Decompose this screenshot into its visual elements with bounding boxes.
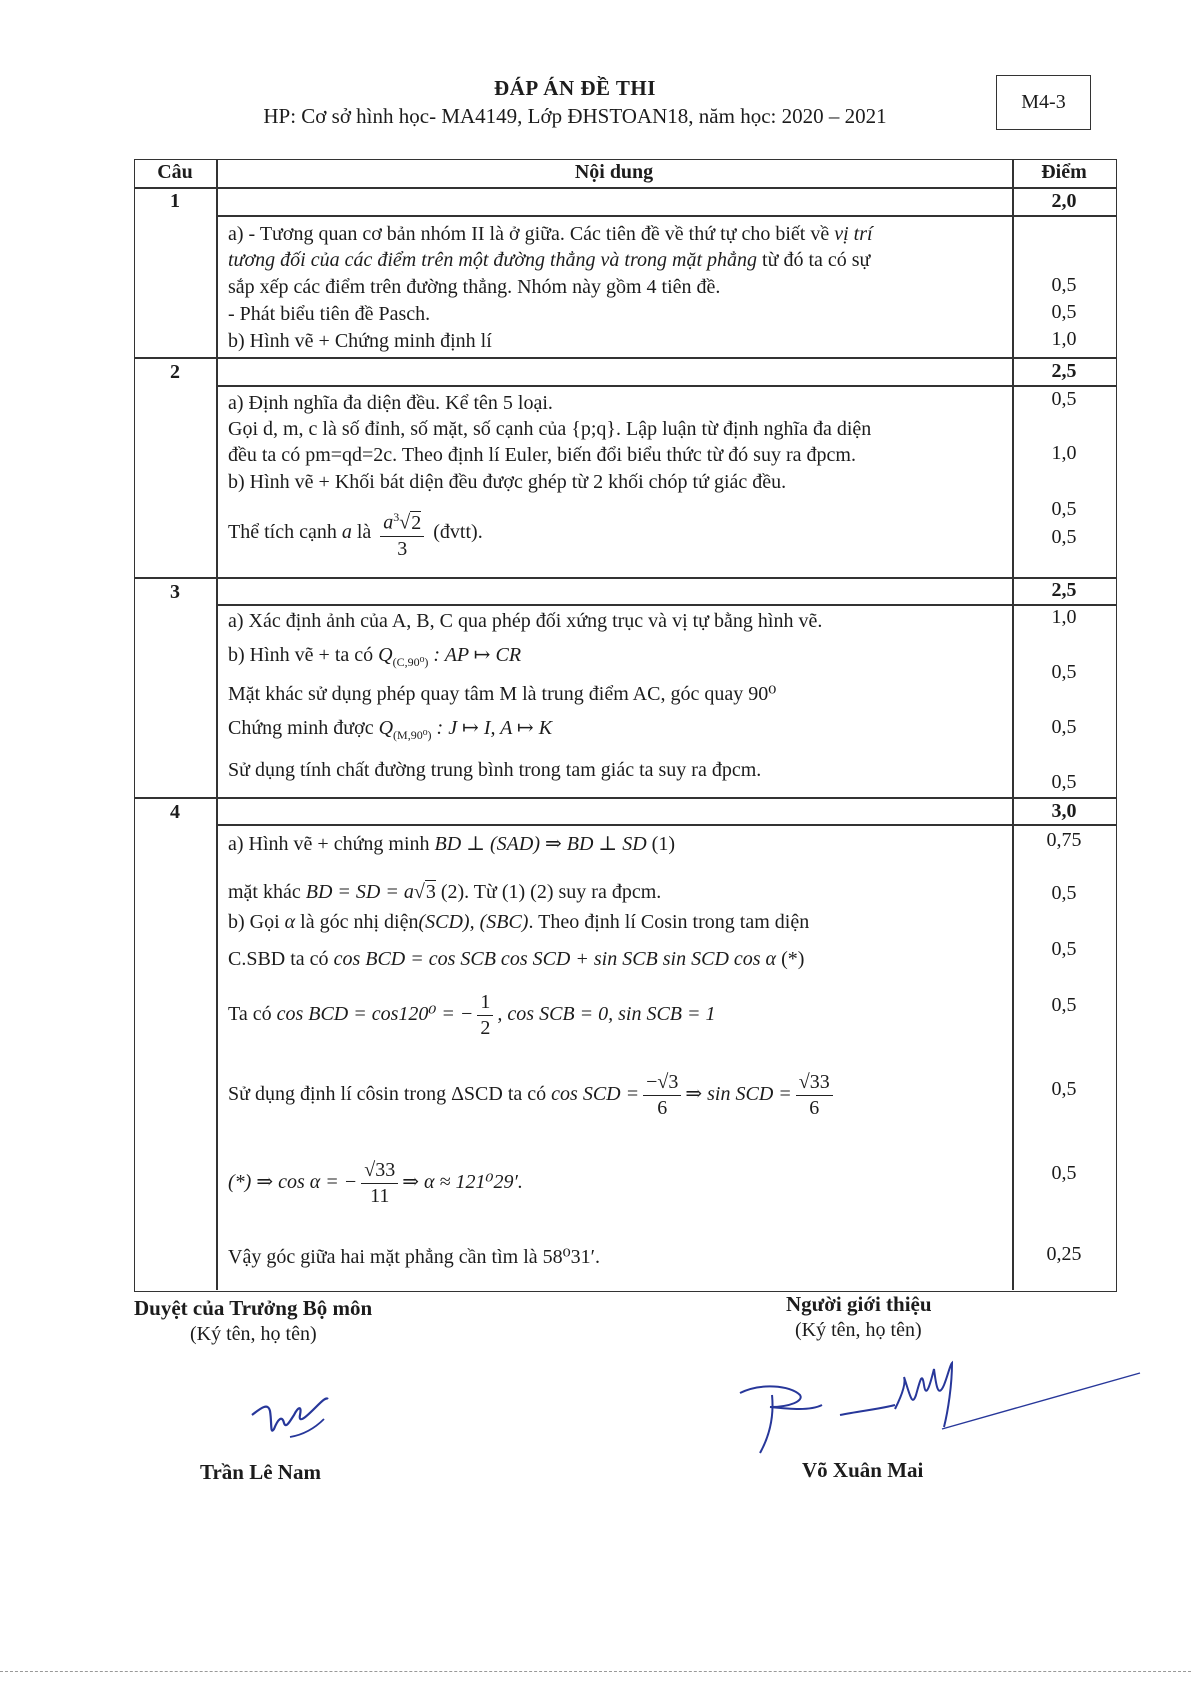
approver-title: Duyệt của Trưởng Bộ môn: [134, 1296, 373, 1320]
score-value: 0,5: [1051, 994, 1077, 1016]
page-title: ĐÁP ÁN ĐỀ THI: [494, 76, 656, 100]
question-number: 3: [170, 581, 180, 603]
presenter-signature: [730, 1355, 1150, 1465]
score-value: 0,5: [1051, 1162, 1077, 1184]
question-total-score: 2,5: [1051, 360, 1077, 382]
question-number: 4: [170, 801, 180, 823]
score-value: 0,5: [1051, 498, 1077, 520]
table-divider: [134, 357, 1116, 359]
answer-line: C.SBD ta có cos BCD = cos SCB cos SCD + sin SCB sin SCD cos α (*): [228, 948, 805, 970]
score-value: 0,5: [1051, 938, 1077, 960]
exam-code: M4-3: [1021, 91, 1066, 113]
answer-line: b) Hình vẽ + Khối bát diện đều được ghép từ 2 khối chóp tứ giác đều.: [228, 471, 787, 493]
answer-line: Gọi d, m, c là số đỉnh, số mặt, số cạnh của {p;q}. Lập luận từ định nghĩa đa diện: [228, 418, 872, 440]
table-divider: [216, 159, 218, 1290]
table-divider: [216, 385, 1116, 387]
presenter-name: Võ Xuân Mai: [802, 1458, 924, 1482]
answer-line: a) Hình vẽ + chứng minh BD ⊥ (SAD) ⇒ BD ⊥ SD (1): [228, 833, 675, 855]
column-header-content: Nội dung: [574, 161, 654, 183]
answer-line: Sử dụng tính chất đường trung bình trong tam giác ta suy ra đpcm.: [228, 759, 762, 781]
score-value: 0,5: [1051, 716, 1077, 738]
table-divider: [216, 604, 1116, 606]
answer-line: a) - Tương quan cơ bản nhóm II là ở giữa. Các tiên đề về thứ tự cho biết về vị trí: [228, 223, 873, 245]
answer-line: mặt khác BD = SD = a√3 (2). Từ (1) (2) suy ra đpcm.: [228, 881, 662, 903]
answer-line: b) Hình vẽ + ta có $Q_{(C,90^0)}$ : AP ↦ CR: [228, 644, 522, 669]
answer-line: sắp xếp các điểm trên đường thẳng. Nhóm này gồm 4 tiên đề.: [228, 276, 721, 298]
volume-fraction: $\frac{a^3√2}{3}$: [380, 505, 424, 562]
presenter-title: Người giới thiệu: [786, 1292, 932, 1316]
approver-note: (Ký tên, họ tên): [190, 1323, 317, 1345]
score-value: 0,5: [1051, 882, 1077, 904]
answer-line: b) Hình vẽ + Chứng minh định lí: [228, 330, 492, 352]
answer-line: Mặt khác sử dụng phép quay tâm M là trung điểm AC, góc quay 90⁰: [228, 683, 777, 705]
answer-line: Ta có cos BCD = cos120⁰ = − $\frac{1}{2}$ , cos SCB = 0, sin SCB = 1: [228, 991, 716, 1039]
table-divider: [216, 215, 1116, 217]
approver-name: Trần Lê Nam: [200, 1460, 321, 1484]
score-value: 1,0: [1051, 606, 1077, 628]
score-value: 0,5: [1051, 661, 1077, 683]
question-number: 1: [170, 190, 180, 212]
answer-line: Vậy góc giữa hai mặt phẳng cần tìm là 58⁰31′.: [228, 1246, 601, 1268]
answer-line: a) Định nghĩa đa diện đều. Kể tên 5 loại.: [228, 392, 553, 414]
score-value: 1,0: [1051, 328, 1077, 350]
score-value: 0,75: [1046, 829, 1082, 851]
table-divider: [134, 187, 1116, 189]
score-value: 0,5: [1051, 388, 1077, 410]
table-divider: [134, 577, 1116, 579]
column-header-score: Điểm: [1041, 161, 1087, 183]
answer-line: - Phát biểu tiên đề Pasch.: [228, 303, 431, 325]
course-subtitle: HP: Cơ sở hình học- MA4149, Lớp ĐHSTOAN18, năm học: 2020 – 2021: [263, 104, 887, 128]
approver-signature: [240, 1385, 340, 1445]
answer-line: đều ta có pm=qd=2c. Theo định lí Euler, biến đổi biểu thức từ đó suy ra đpcm.: [228, 444, 856, 466]
score-value: 0,5: [1051, 301, 1077, 323]
answer-line: Sử dụng định lí côsin trong ΔSCD ta có cos SCD = $\frac{-√3}{6}$ ⇒ sin SCD = $\frac{√33}{6}$: [228, 1070, 837, 1121]
exam-code-box: [996, 75, 1091, 130]
table-divider: [134, 797, 1116, 799]
score-value: 1,0: [1051, 442, 1077, 464]
answer-line: b) Gọi α là góc nhị diện(SCD), (SBC). Theo định lí Cosin trong tam diện: [228, 911, 810, 933]
page-edge-line: [0, 1671, 1191, 1672]
score-value: 0,5: [1051, 771, 1077, 793]
answer-line: (*) ⇒ cos α = − $\frac{√33}{11}$ ⇒ α ≈ 121⁰29′.: [228, 1159, 523, 1207]
answer-line-volume: Thể tích cạnh a là $\frac{a^3√2}{3}$ (đvtt).: [228, 505, 483, 562]
presenter-note: (Ký tên, họ tên): [795, 1319, 922, 1341]
answer-line: a) Xác định ảnh của A, B, C qua phép đối xứng trục và vị tự bằng hình vẽ.: [228, 610, 823, 632]
score-value: 0,5: [1051, 526, 1077, 548]
answer-line: tương đối của các điểm trên một đường thẳng và trong mặt phẳng từ đó ta có sự: [228, 249, 871, 271]
score-value: 0,25: [1046, 1243, 1082, 1265]
column-header-question: Câu: [157, 161, 193, 183]
answer-line: Chứng minh được $Q_{(M,90^0)}$ : J ↦ I, A ↦ K: [228, 717, 553, 742]
question-number: 2: [170, 361, 180, 383]
score-value: 0,5: [1051, 1078, 1077, 1100]
question-total-score: 2,5: [1051, 579, 1077, 601]
question-total-score: 2,0: [1051, 190, 1077, 212]
question-total-score: 3,0: [1051, 800, 1077, 822]
table-divider: [216, 824, 1116, 826]
score-value: 0,5: [1051, 274, 1077, 296]
